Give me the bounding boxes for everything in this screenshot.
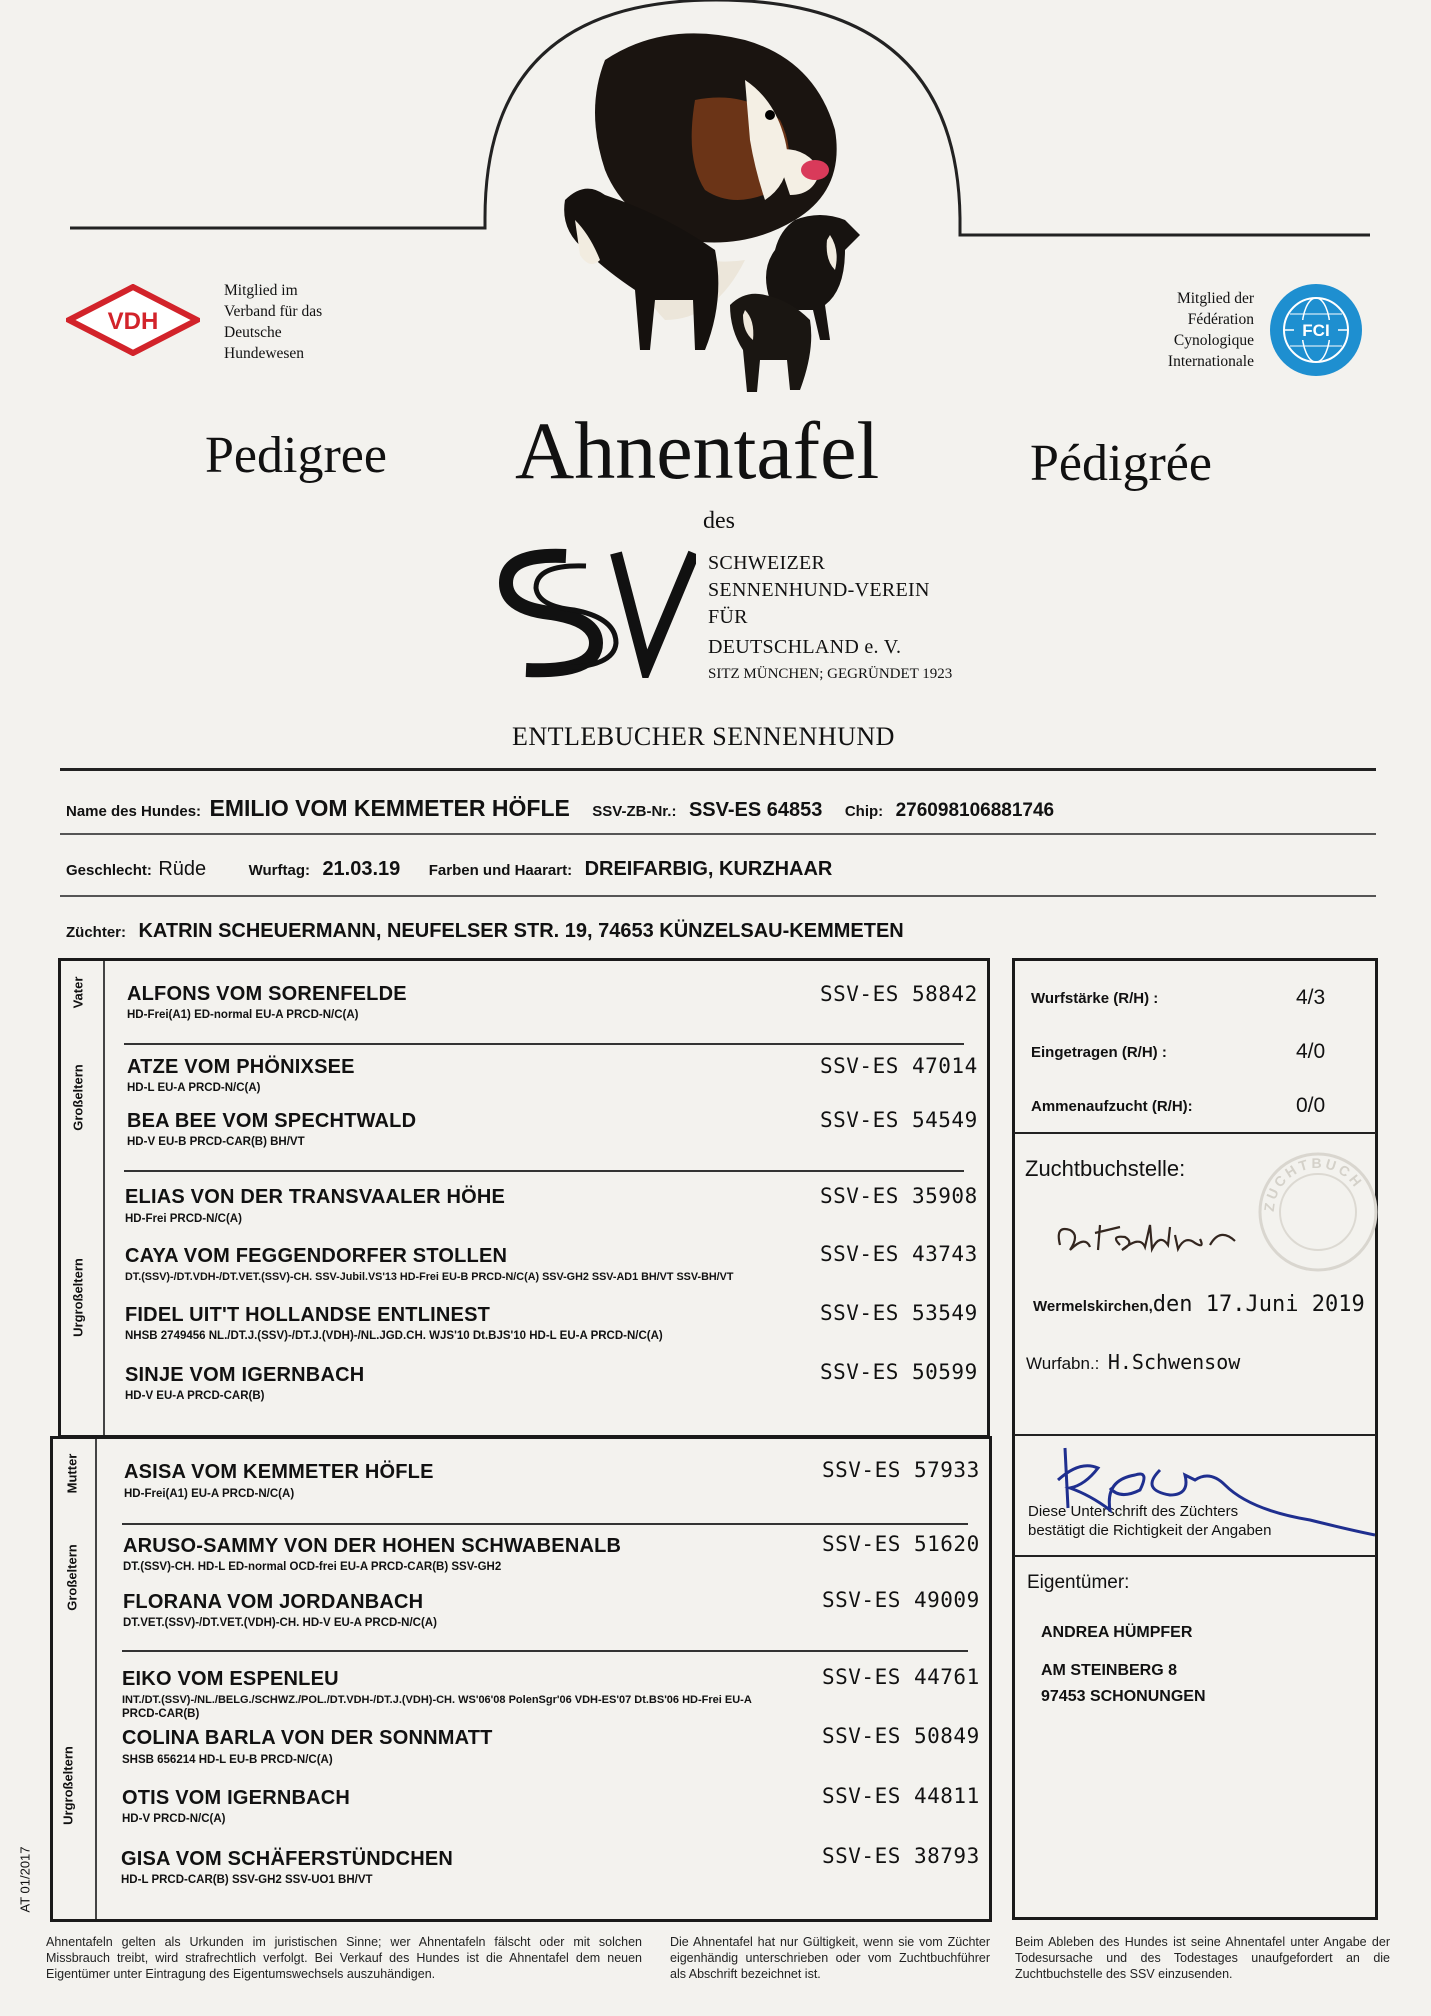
owner-city: 97453 SCHONUNGEN (1041, 1688, 1206, 1705)
grandparent-details: HD-V EU-B PRCD-CAR(B) BH/VT (127, 1136, 305, 1148)
vdh-line: Mitglied im (224, 282, 298, 299)
dogs-illustration (545, 20, 885, 400)
breeder-signature (1050, 1440, 1380, 1550)
grandparent-name: ARUSO-SAMMY VON DER HOHEN SCHWABENALB (123, 1535, 622, 1557)
label-vater: Vater (70, 976, 86, 1009)
wurfabn-label: Wurfabn.: (1026, 1354, 1100, 1373)
great-grandparent-details: NHSB 2749456 NL./DT.J.(SSV)-/DT.J.(VDH)-/NL.JGD.CH. WJS'10 Dt.BJS'10 HD-L EU-A PRCD-N/C(A) (125, 1330, 663, 1342)
zb-number: SSV-ES 64853 (688, 799, 823, 821)
fci-membership-text (1100, 288, 1254, 372)
vdh-line: Verband für das (224, 303, 323, 320)
label-grosseltern-mother: Großeltern (64, 1544, 80, 1611)
grandparent-details: DT.VET.(SSV)-/DT.VET.(VDH)-CH. HD-V EU-A PRCD-N/C(A) (123, 1617, 437, 1629)
nurse-value: 0/0 (1296, 1094, 1326, 1117)
label-column-divider (95, 1439, 97, 1919)
studbook-place-date (1033, 1292, 1365, 1317)
great-grandparent-reg: SSV-ES 50849 (822, 1724, 980, 1748)
litter-date: 21.03.19 (322, 858, 401, 880)
great-grandparent-reg: SSV-ES 38793 (822, 1844, 980, 1868)
vdh-line: Deutsche (224, 324, 282, 341)
color-value: DREIFARBIG, KURZHAAR (584, 858, 833, 880)
panel-rule-studbook (1014, 1434, 1376, 1436)
gen-separator (124, 1043, 964, 1045)
embossed-stamp (1254, 1148, 1382, 1276)
studbook-label: Zuchtbuchstelle: (1025, 1156, 1186, 1181)
wurfabn-value: H.Schwensow (1107, 1350, 1241, 1374)
registered-value: 4/0 (1296, 1040, 1326, 1063)
gen-separator (124, 1170, 964, 1172)
grandparent-name: ATZE VOM PHÖNIXSEE (127, 1056, 355, 1078)
great-grandparent-reg: SSV-ES 44811 (822, 1784, 980, 1808)
great-grandparent-details: SHSB 656214 HD-L EU-B PRCD-N/C(A) (122, 1754, 333, 1766)
grandparent-reg: SSV-ES 54549 (820, 1108, 978, 1132)
great-grandparent-details: HD-V EU-A PRCD-CAR(B) (125, 1390, 265, 1402)
mother-name: ASISA VOM KEMMETER HÖFLE (124, 1461, 434, 1483)
litter-date-label: Wurftag: (248, 862, 310, 879)
nurse-label: Ammenaufzucht (R/H): (1031, 1098, 1193, 1115)
grandparent-details: HD-L EU-A PRCD-N/C(A) (127, 1082, 261, 1094)
footer-legal-middle: Die Ahnentafel hat nur Gültigkeit, wenn sie vom Züchter eigenhändig unterschrieben oder vom Zuchtbuchführer als Abschrift bezeichnet ist. (670, 1935, 990, 1981)
color-label: Farben und Haarart: (428, 862, 573, 879)
dog-name: EMILIO VOM KEMMETER HÖFLE (209, 795, 570, 821)
org-line: FÜR (708, 606, 748, 628)
label-mutter: Mutter (64, 1453, 80, 1494)
owner-address (1041, 1620, 1206, 1710)
fci-line: Cynologique (1173, 332, 1254, 349)
great-grandparent-details-cont: PRCD-CAR(B) (122, 1708, 200, 1720)
org-line: SCHWEIZER (708, 552, 826, 574)
confirm-line: bestätigt die Richtigkeit der Angaben (1028, 1522, 1272, 1539)
grandparent-reg: SSV-ES 47014 (820, 1054, 978, 1078)
ssv-logo (496, 548, 696, 678)
great-grandparent-name: FIDEL UIT'T HOLLANDSE ENTLINEST (125, 1304, 491, 1326)
vdh-logo (66, 284, 200, 356)
footer-legal-left: Ahnentafeln gelten als Urkunden im juristischen Sinne; wer Ahnentafeln fälscht oder mit solchen Missbrauch treibt, wird strafrechtlich verfolgt. Bei Verkauf des Hundes ist die Ahnentafel dem neuen Eigentümer unter Eintragung des Eigentumswechsels auszuhändigen. (46, 1935, 642, 1981)
great-grandparent-reg: SSV-ES 35908 (820, 1184, 978, 1208)
great-grandparent-reg: SSV-ES 50599 (820, 1360, 978, 1384)
footer-legal-right: Beim Ableben des Hundes ist seine Ahnentafel unter Angabe der Todesursache und des Todestages unaufgefordert an die Zuchtbuchstelle des SSV einzusenden. (1015, 1935, 1390, 1981)
gen-separator (122, 1523, 968, 1525)
org-line: DEUTSCHLAND e. V. (708, 636, 902, 658)
grandparent-name: FLORANA VOM JORDANBACH (123, 1591, 424, 1613)
label-urgrosseltern-mother: Urgroßeltern (60, 1746, 76, 1825)
label-grosseltern-father: Großeltern (70, 1064, 86, 1131)
great-grandparent-details: INT./DT.(SSV)-/NL./BELG./SCHWZ./POL./DT.VDH-/DT.J.(VDH)-CH. WS'06'08 PolenSgr'06 VDH-ES'07 Dt.BS'06 HD-Frei EU-A (122, 1694, 752, 1706)
grandparent-reg: SSV-ES 49009 (822, 1588, 980, 1612)
fci-line: Mitglied der (1176, 290, 1254, 307)
registered-label: Eingetragen (R/H) : (1031, 1044, 1167, 1061)
litter-strength-label: Wurfstärke (R/H) : (1031, 990, 1159, 1007)
info-rule-2 (60, 895, 1376, 897)
studbook-date: den 17.Juni 2019 (1152, 1292, 1365, 1317)
stamp-text: ZUCHTBUCH (1260, 1154, 1367, 1213)
zb-label: SSV-ZB-Nr.: (592, 803, 677, 820)
org-line: SENNENHUND-VEREIN (708, 579, 930, 601)
studbook-place: Wermelskirchen, (1033, 1298, 1153, 1315)
dog-sex-row (66, 858, 832, 881)
breed-name: ENTLEBUCHER SENNENHUND (512, 722, 895, 751)
great-grandparent-name: OTIS VOM IGERNBACH (122, 1787, 351, 1809)
vdh-line: Hundewesen (224, 345, 305, 362)
grandparent-reg: SSV-ES 51620 (822, 1532, 980, 1556)
father-details: HD-Frei(A1) ED-normal EU-A PRCD-N/C(A) (127, 1009, 359, 1021)
title-pedigree-fr: Pédigrée (1030, 435, 1212, 492)
form-code: AT 01/2017 (17, 1846, 33, 1913)
fci-line: Fédération (1187, 311, 1254, 328)
owner-name: ANDREA HÜMPFER (1041, 1624, 1193, 1641)
great-grandparent-details: DT.(SSV)-/DT.VDH-/DT.VET.(SSV)-CH. SSV-Jubil.VS'13 HD-Frei EU-B PRCD-N/C(A) SSV-GH2 SSV-AD1 BH/VT SSV-BH/VT (125, 1271, 734, 1283)
breeder-label: Züchter: (66, 924, 126, 941)
gen-separator (122, 1650, 968, 1652)
panel-rule-breeder (1014, 1555, 1376, 1557)
owner-label: Eigentümer: (1027, 1572, 1130, 1593)
grandparent-name: BEA BEE VOM SPECHTWALD (127, 1110, 417, 1132)
title-des: des (703, 508, 735, 534)
great-grandparent-details: HD-V PRCD-N/C(A) (122, 1813, 226, 1825)
info-rule-1 (60, 833, 1376, 835)
vdh-logo-text: VDH (107, 308, 159, 335)
litter-strength-value: 4/3 (1296, 986, 1326, 1009)
great-grandparent-reg: SSV-ES 43743 (820, 1242, 978, 1266)
org-seat: SITZ MÜNCHEN; GEGRÜNDET 1923 (708, 666, 953, 682)
great-grandparent-name: GISA VOM SCHÄFERSTÜNDCHEN (121, 1848, 454, 1870)
great-grandparent-name: SINJE VOM IGERNBACH (125, 1364, 365, 1386)
great-grandparent-name: CAYA VOM FEGGENDORFER STOLLEN (125, 1245, 508, 1267)
info-top-rule (60, 768, 1376, 771)
title-ahnentafel: Ahnentafel (515, 405, 880, 496)
great-grandparent-reg: SSV-ES 53549 (820, 1301, 978, 1325)
panel-rule-litter (1014, 1132, 1376, 1134)
label-column-divider (103, 961, 105, 1435)
owner-street: AM STEINBERG 8 (1041, 1662, 1178, 1679)
great-grandparent-details: HD-L PRCD-CAR(B) SSV-GH2 SSV-UO1 BH/VT (121, 1874, 373, 1886)
breeder-value: KATRIN SCHEUERMANN, NEUFELSER STR. 19, 74653 KÜNZELSAU-KEMMETEN (138, 920, 904, 942)
title-pedigree-en: Pedigree (205, 427, 387, 484)
dog-name-label: Name des Hundes: (66, 803, 202, 820)
grandparent-details: DT.(SSV)-CH. HD-L ED-normal OCD-frei EU-A PRCD-CAR(B) SSV-GH2 (123, 1561, 502, 1573)
great-grandparent-details: HD-Frei PRCD-N/C(A) (125, 1213, 242, 1225)
great-grandparent-name: ELIAS VON DER TRANSVAALER HÖHE (125, 1186, 506, 1208)
fci-line: Internationale (1167, 353, 1254, 370)
confirm-line: Diese Unterschrift des Züchters (1028, 1503, 1239, 1520)
mother-reg: SSV-ES 57933 (822, 1458, 980, 1482)
label-urgrosseltern-father: Urgroßeltern (70, 1258, 86, 1337)
studbook-signature (1050, 1205, 1250, 1265)
chip-label: Chip: (844, 803, 884, 820)
sex-label: Geschlecht: (66, 862, 152, 879)
great-grandparent-name: EIKO VOM ESPENLEU (122, 1668, 339, 1690)
sex-value: Rüde (158, 858, 207, 880)
great-grandparent-name: COLINA BARLA VON DER SONNMATT (122, 1727, 493, 1749)
fci-logo-text: FCI (1302, 321, 1330, 340)
vdh-membership-text (224, 280, 322, 364)
father-reg: SSV-ES 58842 (820, 982, 978, 1006)
fci-logo (1268, 282, 1364, 378)
father-name: ALFONS VOM SORENFELDE (127, 983, 407, 1005)
breeder-row (66, 920, 904, 943)
wurfabn-row (1026, 1350, 1240, 1374)
chip-number: 276098106881746 (895, 800, 1055, 821)
dog-name-row (66, 795, 1054, 822)
mother-details: HD-Frei(A1) EU-A PRCD-N/C(A) (124, 1488, 295, 1500)
org-name (708, 550, 930, 661)
great-grandparent-reg: SSV-ES 44761 (822, 1665, 980, 1689)
